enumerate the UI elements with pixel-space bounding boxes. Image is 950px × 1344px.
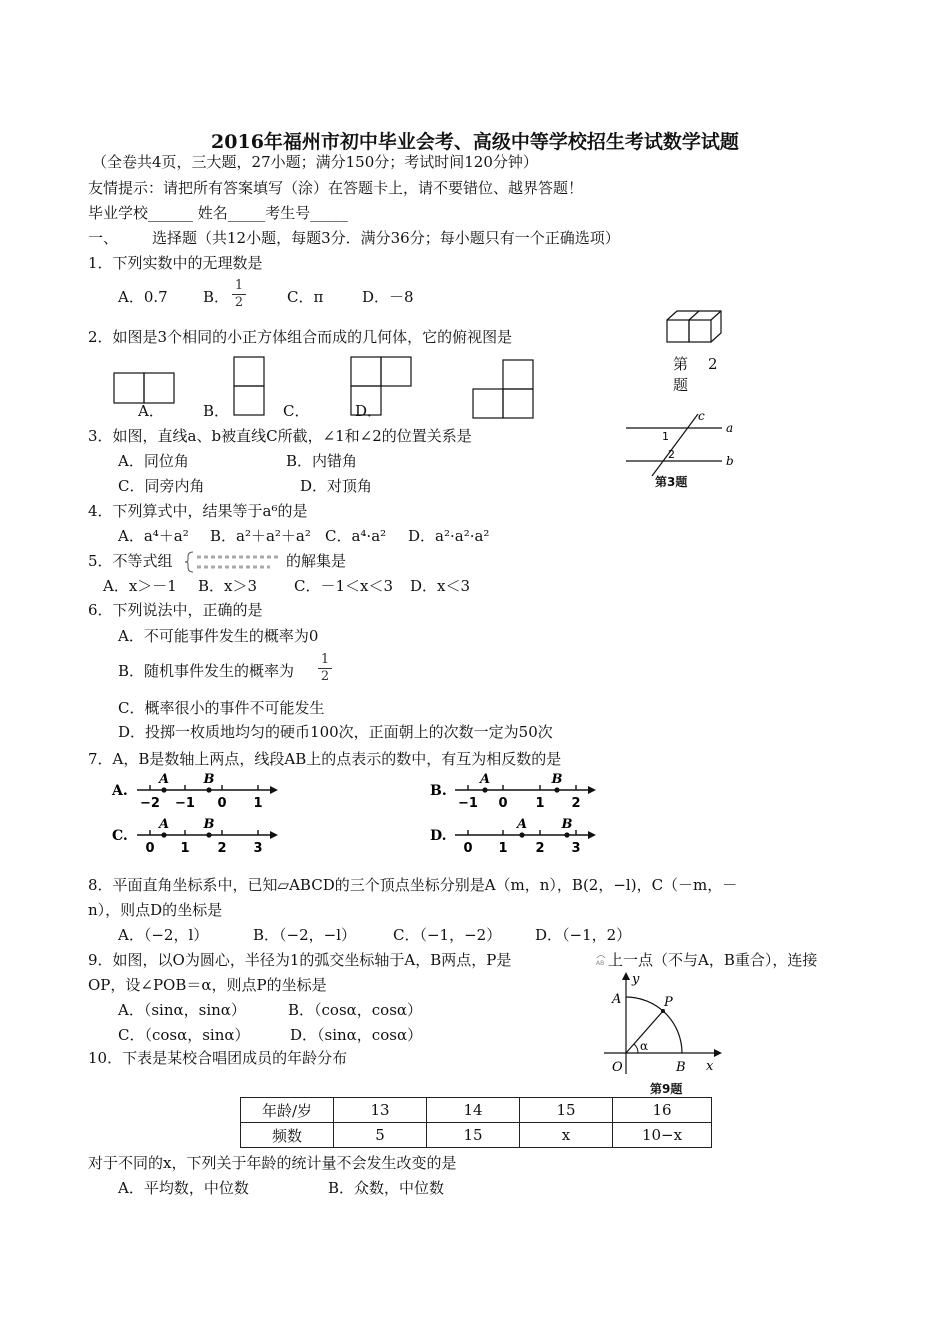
table-header-cell: 16 xyxy=(613,1098,712,1123)
q3-label-a: a xyxy=(726,421,734,435)
exam-info: （全卷共4页，三大题，27小题；满分150分；考试时间120分钟） xyxy=(92,153,538,171)
table-header-cell: 13 xyxy=(334,1098,427,1123)
number-line-arrow xyxy=(270,831,278,839)
q3-angle-1: 1 xyxy=(662,430,669,443)
point-a-label: A xyxy=(158,817,170,832)
number-line-tick-label: 2 xyxy=(535,841,545,856)
q1-fraction-denominator: 2 xyxy=(234,295,244,310)
q2-option-b: B． xyxy=(203,402,230,420)
q3-label-b: b xyxy=(726,454,734,468)
q5-option-c: C．－1＜x＜3 xyxy=(294,577,394,595)
q9-label-alpha: α xyxy=(640,1039,649,1053)
q9-stem-line1-after: 上一点（不与A，B重合），连接 xyxy=(608,951,818,969)
svg-text:AB: AB xyxy=(596,960,605,967)
table-cell: 10−x xyxy=(613,1123,712,1148)
q4-option-b: B．a²＋a²＋a² xyxy=(210,527,311,545)
q2-cubes-figure xyxy=(665,308,729,350)
table-cell: 15 xyxy=(427,1123,520,1148)
point-b-marker xyxy=(564,832,569,837)
student-info-line: 毕业学校______ 姓名_____考生号_____ xyxy=(88,204,348,222)
q7-stem: 7．A，B是数轴上两点，线段AB上的点表示的数中，有互为相反数的是 xyxy=(88,750,562,768)
section-heading: 选择题（共12小题，每题3分．满分36分；每小题只有一个正确选项） xyxy=(152,229,620,247)
q6-stem: 6．下列说法中，正确的是 xyxy=(88,601,263,619)
q2-option-d: D． xyxy=(355,402,383,420)
number-line-tick-label: −1 xyxy=(458,796,478,811)
number-line-tick-label: 0 xyxy=(463,841,473,856)
q7-option-label: C. xyxy=(112,828,128,844)
number-line-tick-label: 1 xyxy=(535,796,545,811)
q2-option-a-figure xyxy=(113,372,175,404)
q10-stem: 10．下表是某校合唱团成员的年龄分布 xyxy=(88,1049,348,1067)
q9-label-y: y xyxy=(632,972,640,987)
number-line-tick-label: −1 xyxy=(175,796,195,811)
point-a-marker xyxy=(161,787,166,792)
q1-option-d: D．－8 xyxy=(362,288,414,306)
q7-option-label: B. xyxy=(430,783,447,799)
number-line-tick-label: 2 xyxy=(571,796,581,811)
q5-option-a: A．x＞－1 xyxy=(103,577,177,595)
q6-option-a: A．不可能事件发生的概率为0 xyxy=(118,627,319,645)
q4-option-c: C．a⁴·a² xyxy=(325,527,387,545)
table-row xyxy=(241,1123,712,1148)
q6-fraction-numerator: 1 xyxy=(320,652,330,667)
q1-option-b: B． xyxy=(203,288,230,306)
table-header-cell: 年龄/岁 xyxy=(241,1098,334,1123)
q8-stem-line2: n），则点D的坐标是 xyxy=(88,901,223,919)
q9-label-p: P xyxy=(664,995,673,1010)
q1-option-c: C．π xyxy=(287,288,324,306)
q2-option-b-figure xyxy=(233,356,265,416)
q1-option-a: A．0.7 xyxy=(118,288,168,306)
q1-stem: 1．下列实数中的无理数是 xyxy=(88,254,263,272)
q9-unit-circle-figure xyxy=(602,970,726,1078)
q9-label-a: A xyxy=(612,992,622,1007)
point-a-marker xyxy=(519,832,524,837)
q3-fig-caption: 第3题 xyxy=(655,475,688,489)
q7-option-label: D. xyxy=(430,828,447,844)
arc-ab-symbol-image xyxy=(595,952,607,966)
table-header-row xyxy=(241,1098,712,1123)
point-b-label: B xyxy=(203,817,215,832)
q10-stem-2: 对于不同的x，下列关于年龄的统计量不会发生改变的是 xyxy=(88,1154,457,1172)
point-b-label: B xyxy=(551,772,563,787)
point-b-marker xyxy=(206,787,211,792)
q2-option-a: A． xyxy=(138,402,164,420)
q8-stem-line1: 8．平面直角坐标系中，已知▱ABCD的三个顶点坐标分别是A（m，n），B(2，−l)，C（－m，－ xyxy=(88,876,738,894)
point-a-marker xyxy=(482,787,487,792)
q8-option-c: C．（−1，−2） xyxy=(393,926,502,944)
q4-stem: 4．下列算式中，结果等于a⁶的是 xyxy=(88,502,308,520)
table-header-cell: 15 xyxy=(520,1098,613,1123)
q9-fig-caption: 第9题 xyxy=(650,1082,683,1096)
q2-stem: 2．如图是3个相同的小正方体组合而成的几何体，它的俯视图是 xyxy=(88,328,513,346)
number-line-tick-label: 0 xyxy=(498,796,508,811)
q1-fraction-numerator: 1 xyxy=(234,278,244,293)
q6-option-d: D．投掷一枚质地均匀的硬币100次，正面朝上的次数一定为50次 xyxy=(118,723,553,741)
table-header-cell: 14 xyxy=(427,1098,520,1123)
q9-option-b: B．（cosα，cosα） xyxy=(288,1001,423,1019)
q3-label-c: c xyxy=(698,409,705,423)
friendly-tip: 友情提示：请把所有答案填写（涂）在答题卡上，请不要错位、越界答题！ xyxy=(88,179,584,197)
q5-option-b: B．x＞3 xyxy=(198,577,258,595)
q9-option-c: C．（cosα，sinα） xyxy=(118,1026,250,1044)
q3-option-a: A．同位角 xyxy=(118,452,189,470)
q2-fig-caption-2: 2 xyxy=(708,355,718,373)
q9-label-x: x xyxy=(706,1059,714,1074)
table-cell: 5 xyxy=(334,1123,427,1148)
q3-angle-2: 2 xyxy=(668,448,675,461)
point-b-marker xyxy=(206,832,211,837)
number-line-tick-label: 2 xyxy=(217,841,227,856)
section-number: 一、 xyxy=(88,229,119,247)
q1-option-b-fraction xyxy=(232,279,246,310)
number-line-tick-label: 1 xyxy=(253,796,263,811)
q6-option-b: B．随机事件发生的概率为 xyxy=(118,662,295,680)
q9-stem-line2: OP，设∠POB＝α，则点P的坐标是 xyxy=(88,976,327,994)
q5-option-d: D．x＜3 xyxy=(410,577,471,595)
number-line-tick-label: 0 xyxy=(145,841,155,856)
q5-inequality-system-image xyxy=(185,550,285,574)
q3-option-c: C．同旁内角 xyxy=(118,477,205,495)
q8-option-a: A．（−2，l） xyxy=(118,926,209,944)
q10-option-a: A．平均数，中位数 xyxy=(118,1179,249,1197)
number-line-arrow xyxy=(270,786,278,794)
q9-stem-line1: 9．如图，以O为圆心，半径为1的弧交坐标轴于A，B两点，P是 xyxy=(88,951,512,969)
q8-option-b: B．（−2，−l） xyxy=(253,926,357,944)
q9-option-d: D．（sinα，cosα） xyxy=(290,1026,423,1044)
number-line-arrow xyxy=(588,786,596,794)
point-a-marker xyxy=(161,832,166,837)
q7-option-label: A. xyxy=(112,783,128,799)
point-b-label: B xyxy=(203,772,215,787)
point-a-label: A xyxy=(516,817,528,832)
point-b-marker xyxy=(554,787,559,792)
point-a-label: A xyxy=(479,772,491,787)
number-line-tick-label: 1 xyxy=(498,841,508,856)
q3-stem: 3．如图，直线a、b被直线C所截，∠1和∠2的位置关系是 xyxy=(88,427,472,445)
point-a-label: A xyxy=(158,772,170,787)
q3-option-b: B．内错角 xyxy=(286,452,358,470)
q6-option-c: C．概率很小的事件不可能发生 xyxy=(118,699,325,717)
number-line-tick-label: 3 xyxy=(571,841,581,856)
table-cell: 频数 xyxy=(241,1123,334,1148)
q2-option-c: C． xyxy=(283,402,310,420)
q10-option-b: B．众数，中位数 xyxy=(328,1179,445,1197)
age-distribution-table xyxy=(240,1097,712,1148)
q2-fig-caption-1: 第 xyxy=(673,355,689,373)
q3-option-d: D．对顶角 xyxy=(300,477,373,495)
q2-fig-caption-3: 题 xyxy=(673,376,689,394)
q9-label-o: O xyxy=(612,1060,623,1075)
q6-fraction-denominator: 2 xyxy=(320,669,330,684)
q4-option-d: D．a²·a²·a² xyxy=(408,527,490,545)
page-title: 2016年福州市初中毕业会考、高级中等学校招生考试数学试题 xyxy=(211,131,739,153)
q7-number-lines xyxy=(112,770,612,860)
number-line-arrow xyxy=(588,831,596,839)
q6-option-b-fraction xyxy=(318,653,332,684)
number-line-tick-label: 1 xyxy=(180,841,190,856)
q3-parallel-lines-figure xyxy=(622,408,740,470)
q2-option-d-figure xyxy=(472,359,534,419)
q9-label-b: B xyxy=(676,1060,686,1075)
number-line-tick-label: −2 xyxy=(140,796,160,811)
number-line-tick-label: 0 xyxy=(217,796,227,811)
q5-stem-after: 的解集是 xyxy=(286,552,347,570)
q4-option-a: A．a⁴＋a² xyxy=(118,527,189,545)
table-cell: x xyxy=(520,1123,613,1148)
point-b-label: B xyxy=(561,817,573,832)
q5-stem: 5．不等式组 xyxy=(88,552,173,570)
q9-option-a: A．（sinα，sinα） xyxy=(118,1001,246,1019)
q8-option-d: D．（−1，2） xyxy=(535,926,632,944)
number-line-tick-label: 3 xyxy=(253,841,263,856)
